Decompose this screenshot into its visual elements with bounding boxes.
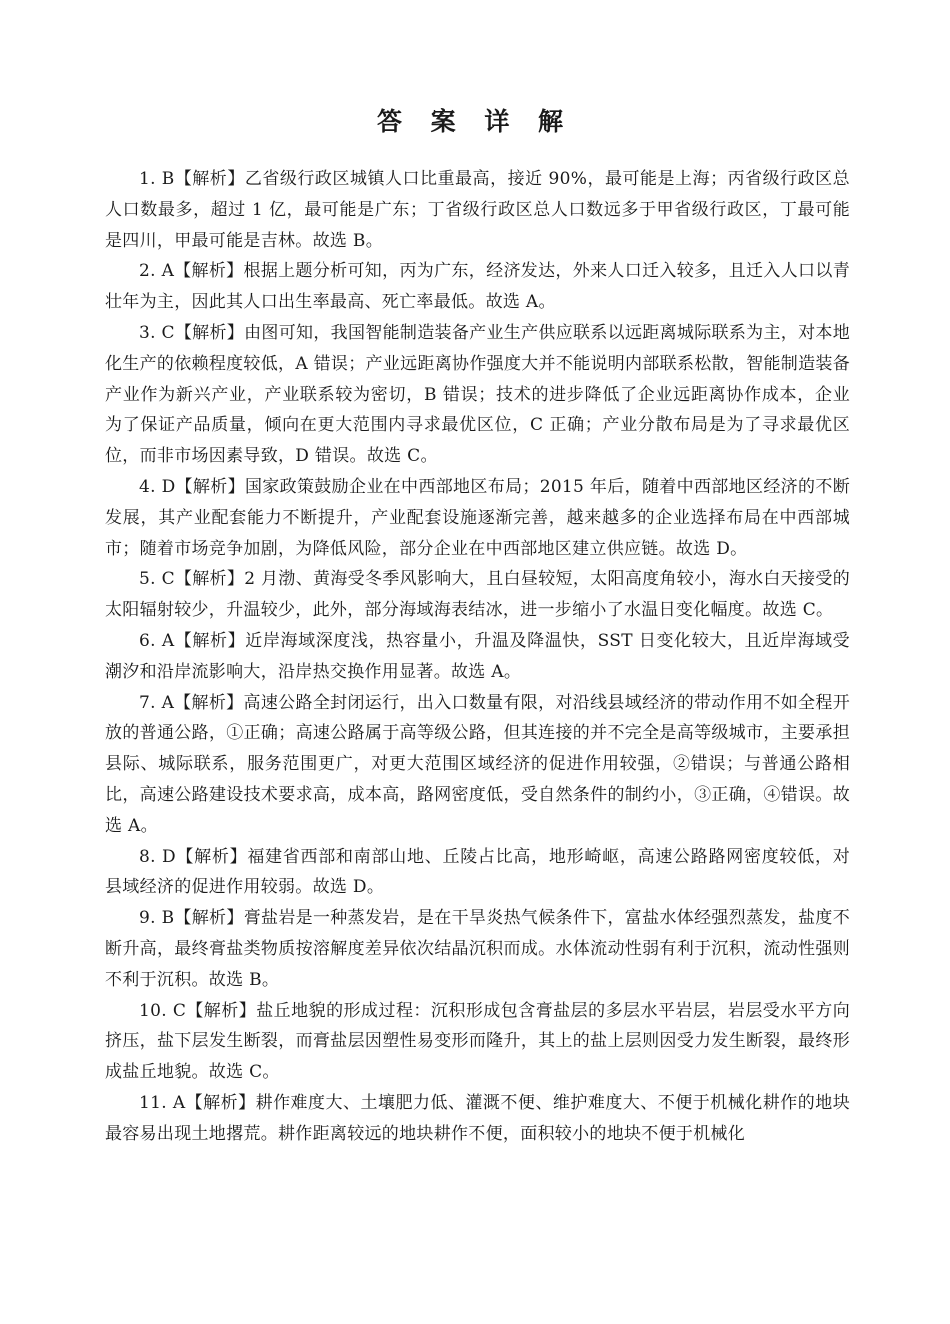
- item-answer: D: [161, 846, 176, 867]
- item-answer: A: [161, 261, 175, 282]
- item-answer: C: [161, 569, 175, 590]
- item-tag: 【解析】: [174, 630, 246, 651]
- item-answer: B: [161, 169, 175, 189]
- item-text: 乙省级行政区城镇人口比重最高，接近 90%，最可能是上海；丙省级行政区总人口数最多，超过 1 亿，最可能是广东；丁省级行政区总人口数远多于甲省级行政区，丁最可能是四川，甲最可能是吉林。故选 B。: [105, 169, 850, 251]
- item-text: 2 月渤、黄海受冬季风影响大，且白昼较短，太阳高度角较小，海水白天接受的太阳辐射较少，升温较少，此外，部分海域海表结冰，进一步缩小了水温日变化幅度。故选 C。: [105, 569, 850, 621]
- answer-item-6: [105, 626, 850, 688]
- item-tag: 【解析】: [175, 846, 248, 867]
- item-text: 近岸海域深度浅，热容量小，升温及降温快，SST 日变化较大，且近岸海域受潮汐和沿岸流影响大，沿岸热交换作用显著。故选 A。: [105, 630, 850, 682]
- item-tag: 【解析】: [175, 476, 245, 497]
- answer-item-5: [105, 564, 850, 626]
- item-text: 根据上题分析可知，丙为广东，经济发达，外来人口迁入较多，且迁入人口以青壮年为主，因此其人口出生率最高、死亡率最低。故选 A。: [105, 261, 850, 313]
- answer-item-4: [105, 472, 850, 564]
- answer-item-9: [105, 903, 850, 995]
- item-number: 8.: [139, 846, 156, 867]
- item-number: 2.: [139, 261, 156, 282]
- item-number: 3.: [139, 322, 156, 343]
- item-answer: D: [161, 476, 176, 497]
- item-tag: 【解析】: [174, 322, 245, 343]
- item-tag: 【解析】: [174, 692, 244, 713]
- item-answer: B: [161, 908, 175, 929]
- answer-list: [105, 164, 850, 1150]
- item-text: 福建省西部和南部山地、丘陵占比高，地形崎岖，高速公路路网密度较低，对县域经济的促进作用较弱。故选 D。: [105, 846, 851, 898]
- item-number: 1.: [139, 169, 156, 189]
- item-answer: A: [172, 1092, 186, 1113]
- item-answer: A: [161, 630, 175, 651]
- answer-item-3: [105, 318, 850, 472]
- item-answer: C: [161, 322, 175, 343]
- item-number: 4.: [139, 476, 156, 497]
- item-answer: C: [172, 1000, 187, 1021]
- answer-item-10: [105, 996, 850, 1088]
- item-tag: 【解析】: [174, 169, 245, 189]
- item-text: 膏盐岩是一种蒸发岩，是在干旱炎热气候条件下，富盐水体经强烈蒸发，盐度不断升高，最终膏盐类物质按溶解度差异依次结晶沉积而成。水体流动性弱有利于沉积，流动性强则不利于沉积。故选 B。: [105, 908, 850, 990]
- item-number: 10.: [139, 1000, 167, 1021]
- item-text: 盐丘地貌的形成过程：沉积形成包含膏盐层的多层水平岩层，岩层受水平方向挤压，盐下层发生断裂，而膏盐层因塑性易变形而隆升，其上的盐上层则因受力发生断裂，最终形成盐丘地貌。故选 C。: [105, 1000, 850, 1083]
- answer-item-11: [105, 1088, 850, 1150]
- item-text: 高速公路全封闭运行，出入口数量有限，对沿线县域经济的带动作用不如全程开放的普通公路，①正确；高速公路属于高等级公路，但其连接的并不完全是高等级城市，主要承担县际、城际联系，服务范围更广，对更大范围区域经济的促进作用较强，②错误；与普通公路相比，高速公路建设技术要求高，成本高，路网密度低，受自然条件的制约小，③正确，④错误。故选 A。: [105, 692, 850, 836]
- item-text: 耕作难度大、土壤肥力低、灌溉不便、维护难度大、不便于机械化耕作的地块最容易出现土地撂荒。耕作距离较远的地块耕作不便，面积较小的地块不便于机械化: [105, 1092, 851, 1144]
- item-tag: 【解析】: [185, 1092, 256, 1113]
- answer-item-1: [105, 164, 850, 256]
- item-number: 9.: [139, 908, 156, 929]
- item-number: 7.: [139, 692, 156, 713]
- item-number: 5.: [139, 569, 156, 590]
- item-tag: 【解析】: [174, 908, 244, 929]
- item-number: 11.: [139, 1092, 167, 1113]
- answer-item-7: [105, 688, 850, 842]
- item-tag: 【解析】: [186, 1000, 257, 1021]
- item-tag: 【解析】: [174, 261, 244, 282]
- page-title: 答 案 详 解: [376, 107, 574, 136]
- item-answer: A: [161, 692, 175, 713]
- answer-item-8: [105, 842, 850, 904]
- item-number: 6.: [139, 630, 156, 651]
- item-text: 由图可知，我国智能制造装备产业生产供应联系以远距离城际联系为主，对本地化生产的依赖程度较低，A 错误；产业远距离协作强度大并不能说明内部联系松散，智能制造装备产业作为新兴产业，产业联系较为密切，B 错误；技术的进步降低了企业远距离协作成本，企业为了保证产品质量，倾向在更大范围内寻求最优区位，C 正确；产业分散布局是为了寻求最优区位，而非市场因素导致，D 错误。故选 C。: [105, 322, 850, 467]
- item-text: 国家政策鼓励企业在中西部地区布局；2015 年后，随着中西部地区经济的不断发展，其产业配套能力不断提升，产业配套设施逐渐完善，越来越多的企业选择布局在中西部城市；随着市场竞争加剧，为降低风险，部分企业在中西部地区建立供应链。故选 D。: [105, 476, 850, 559]
- item-tag: 【解析】: [174, 569, 245, 590]
- answer-item-2: [105, 256, 850, 318]
